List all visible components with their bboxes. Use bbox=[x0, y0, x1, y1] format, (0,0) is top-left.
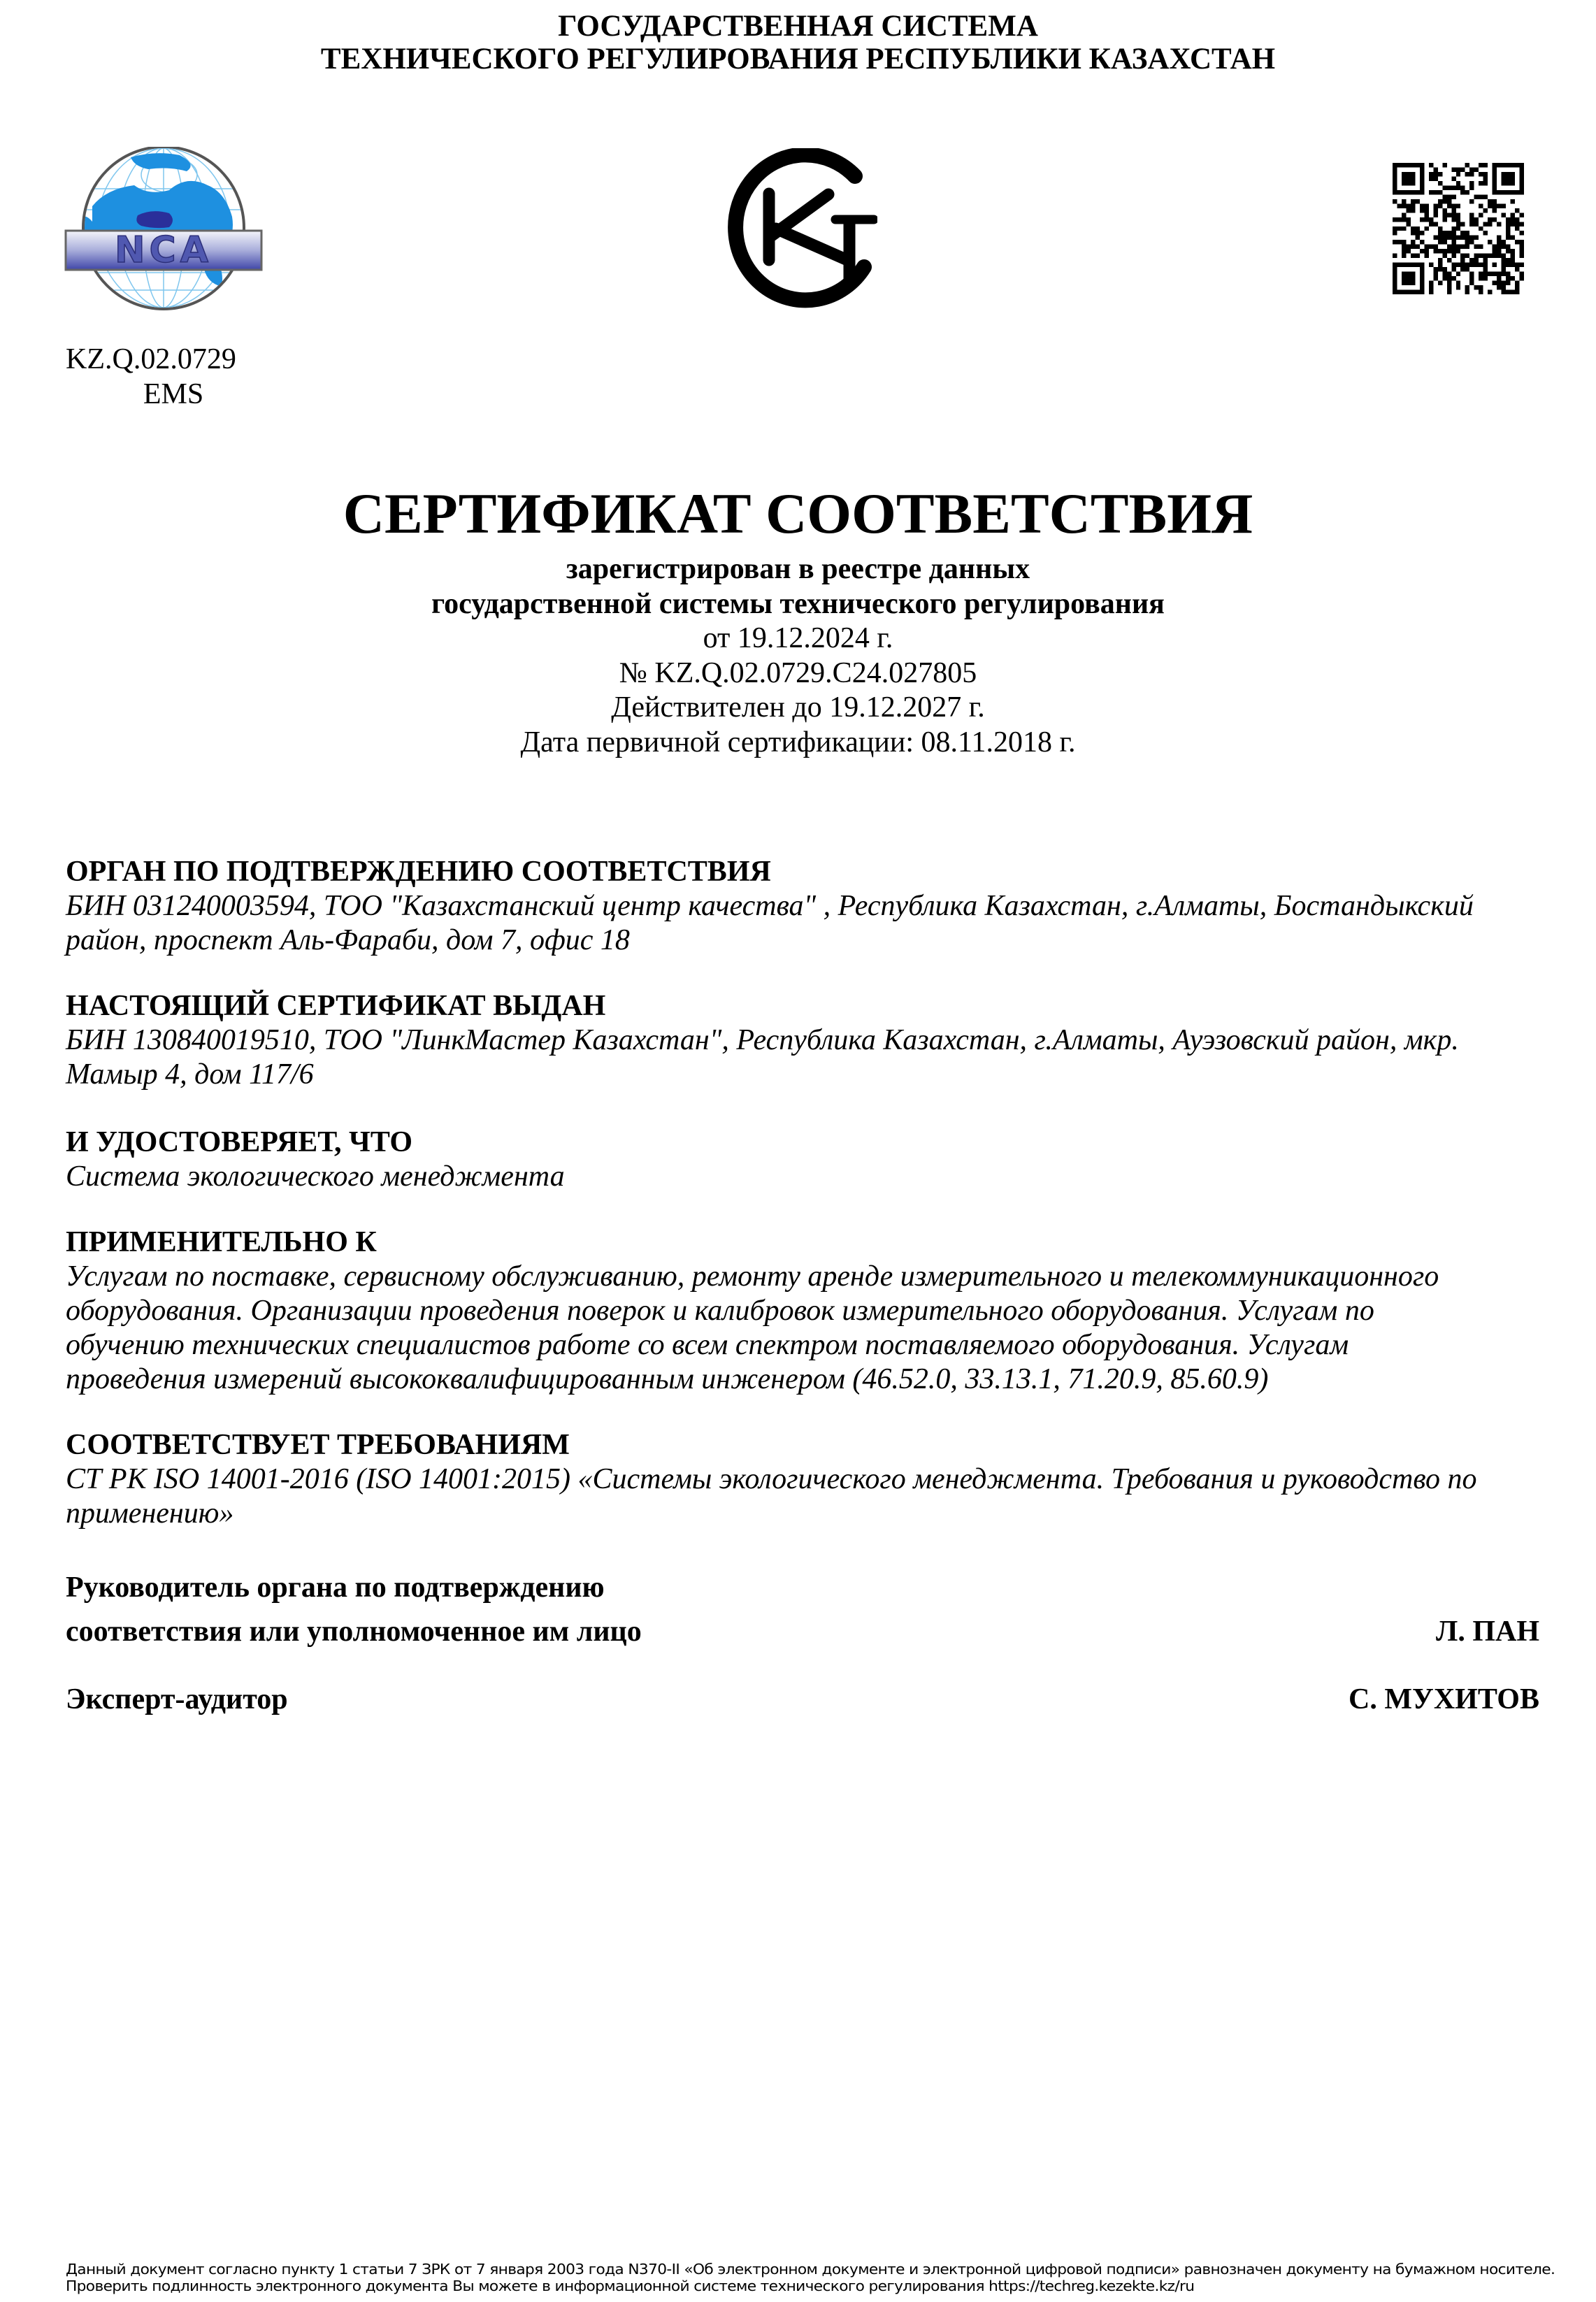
accreditation-type: EMS bbox=[143, 378, 204, 410]
signatures bbox=[66, 1566, 1539, 1722]
section-line: Система экологического менеджмента bbox=[66, 1160, 565, 1193]
ckt-conformity-mark bbox=[727, 148, 877, 310]
section-certifies bbox=[66, 1125, 1562, 1194]
certificate-number: № KZ.Q.02.0729.C24.027805 bbox=[619, 656, 977, 689]
section-applicable-to bbox=[66, 1225, 1562, 1397]
valid-until: Действителен до 19.12.2027 г. bbox=[611, 691, 985, 724]
registration-date: от 19.12.2024 г. bbox=[703, 622, 893, 654]
certificate-registration bbox=[0, 552, 1596, 760]
section-line: Мамыр 4, дом 117/6 bbox=[66, 1058, 314, 1091]
auditor-name: С. МУХИТОВ bbox=[1349, 1683, 1539, 1715]
head-role-line-1: Руководитель органа по подтверждению bbox=[66, 1571, 605, 1604]
registered-line-1: зарегистрирован в реестре данных bbox=[566, 553, 1030, 585]
head-signature-row-1 bbox=[66, 1566, 1539, 1610]
section-line: обучению технических специалистов работе со всем спектром поставляемого оборудования. Услугам bbox=[66, 1329, 1349, 1361]
section-line: проведения измерений высококвалифицированным инженером (46.52.0, 33.13.1, 71.20.9, 85.60.9) bbox=[66, 1363, 1269, 1395]
footer-legal-note: Данный документ согласно пункту 1 статьи 7 ЗРК от 7 января 2003 года N370-II «Об электронном документе и электронной цифровой подписи» равнозначен документу на бумажном носителе. bbox=[66, 2261, 1555, 2278]
section-line: Услугам по поставке, сервисному обслуживанию, ремонту аренде измерительного и телекоммуникационного bbox=[66, 1260, 1439, 1293]
certificate-title: СЕРТИФИКАТ СООТВЕТСТВИЯ bbox=[343, 482, 1253, 545]
footer-verification-note: Проверить подлинность электронного документа Вы можете в информационной системе технического регулирования https://techreg.kezekte.kz/ru bbox=[66, 2278, 1195, 2294]
section-line: БИН 031240003594, ТОО "Казахстанский центр качества" , Республика Казахстан, г.Алматы, Бостандыкский bbox=[66, 890, 1474, 922]
registered-line-2: государственной системы технического регулирования bbox=[431, 587, 1165, 620]
section-heading: ПРИМЕНИТЕЛЬНО К bbox=[66, 1226, 377, 1258]
section-line: применению» bbox=[66, 1497, 234, 1530]
nca-globe-icon bbox=[64, 147, 263, 312]
section-certification-body bbox=[66, 855, 1562, 958]
qr-code-icon bbox=[1393, 162, 1524, 295]
auditor-signature-row bbox=[66, 1678, 1539, 1722]
head-name: Л. ПАН bbox=[1436, 1616, 1539, 1648]
qr-code[interactable] bbox=[1393, 162, 1524, 295]
nca-logo-text: NCA bbox=[115, 229, 213, 271]
header-line-2: ТЕХНИЧЕСКОГО РЕГУЛИРОВАНИЯ РЕСПУБЛИКИ КАЗАХСТАН bbox=[320, 43, 1276, 75]
nca-logo bbox=[64, 147, 263, 312]
section-line: оборудования. Организации проведения поверок и калибровок измерительного оборудования. Услугам по bbox=[66, 1295, 1374, 1327]
accreditation-number: KZ.Q.02.0729 bbox=[66, 343, 236, 375]
first-certification-date: Дата первичной сертификации: 08.11.2018 г. bbox=[520, 726, 1076, 758]
section-heading: ОРГАН ПО ПОДТВЕРЖДЕНИЮ СООТВЕТСТВИЯ bbox=[66, 856, 771, 888]
head-signature-row-2 bbox=[66, 1610, 1539, 1654]
section-line: СТ РК ISO 14001-2016 (ISO 14001:2015) «Системы экологического менеджмента. Требования и руководство по bbox=[66, 1463, 1477, 1495]
section-line: район, проспект Аль-Фараби, дом 7, офис 18 bbox=[66, 924, 630, 956]
section-heading: И УДОСТОВЕРЯЕТ, ЧТО bbox=[66, 1126, 412, 1158]
section-line: БИН 130840019510, ТОО "ЛинкМастер Казахстан", Республика Казахстан, г.Алматы, Ауэзовский район, мкр. bbox=[66, 1024, 1459, 1056]
section-requirements bbox=[66, 1428, 1562, 1531]
head-role-line-2: соответствия или уполномоченное им лицо bbox=[66, 1616, 642, 1648]
ckt-mark-icon bbox=[727, 148, 877, 310]
section-heading: НАСТОЯЩИЙ СЕРТИФИКАТ ВЫДАН bbox=[66, 990, 606, 1022]
section-issued-to bbox=[66, 989, 1562, 1092]
header-line-1: ГОСУДАРСТВЕННАЯ СИСТЕМА bbox=[558, 10, 1038, 43]
section-heading: СООТВЕТСТВУЕТ ТРЕБОВАНИЯМ bbox=[66, 1429, 570, 1461]
auditor-role: Эксперт-аудитор bbox=[66, 1683, 288, 1715]
